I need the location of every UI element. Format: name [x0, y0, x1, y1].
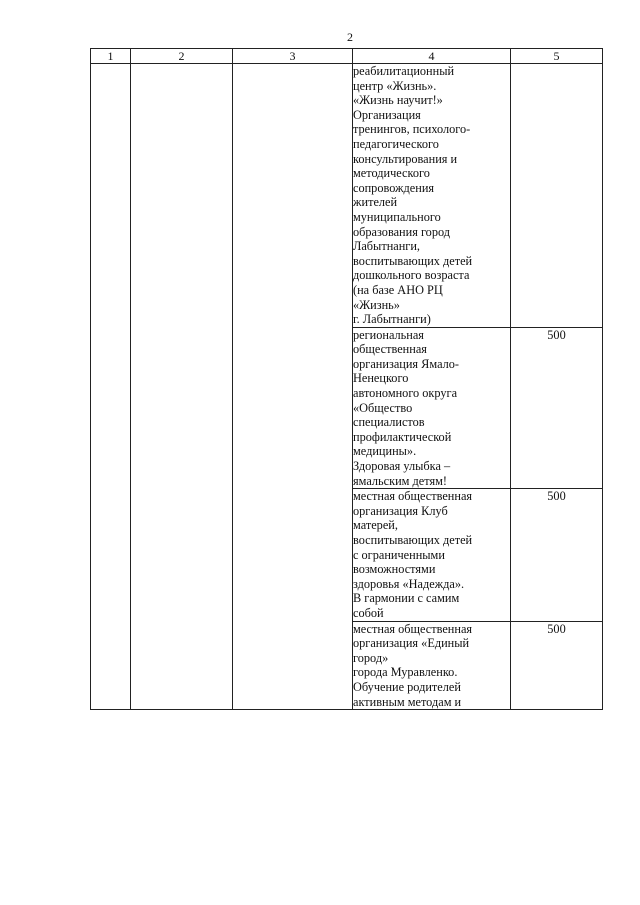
table-header-row	[91, 49, 603, 64]
row-amount: 500	[511, 327, 603, 489]
row-amount: 500	[511, 489, 603, 621]
column-header-3: 3	[233, 49, 353, 64]
page-number: 2	[347, 30, 353, 44]
row-description: региональная общественная организация Ямало- Ненецкого автономного округа «Общество специалистов профилактической медицины». Здоровая улыбка – ямальским детям!	[353, 327, 511, 489]
column-header-1: 1	[91, 49, 131, 64]
column-header-2: 2	[131, 49, 233, 64]
column-2-cell	[131, 64, 233, 710]
row-description: местная общественная организация Клуб матерей, воспитывающих детей с ограниченными возможностями здоровья «Надежда». В гармонии с самим собой	[353, 489, 511, 621]
row-description: местная общественная организация «Единый город» города Муравленко. Обучение родителей активным методам и	[353, 621, 511, 710]
column-header-4: 4	[353, 49, 511, 64]
row-amount: 500	[511, 621, 603, 710]
row-amount	[511, 64, 603, 328]
table-row	[91, 64, 603, 328]
column-3-cell	[233, 64, 353, 710]
column-header-5: 5	[511, 49, 603, 64]
column-1-cell	[91, 64, 131, 710]
row-description: реабилитационный центр «Жизнь». «Жизнь научит!» Организация тренингов, психолого- педагогического консультирования и методического сопровождения жителей муниципального образования город Лабытнанги, воспитывающих детей дошкольного возраста (на базе АНО РЦ «Жизнь» г. Лабытнанги)	[353, 64, 511, 328]
data-table	[90, 48, 603, 710]
